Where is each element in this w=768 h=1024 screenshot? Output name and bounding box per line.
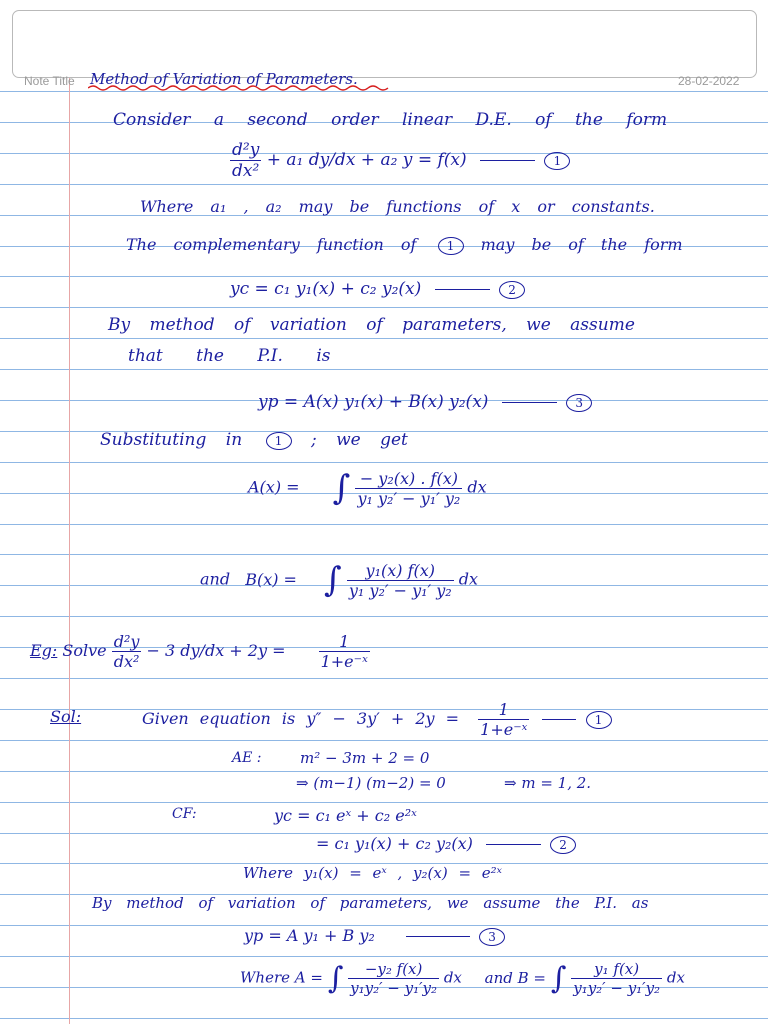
yp-equation [258,392,592,412]
equation-ref-1: 1 [438,237,464,255]
ruled-line [0,462,768,463]
B-denominator: y₁ y₂′ − y₁′ y₂ [348,580,452,600]
and-text: and [200,569,231,589]
dx: dx [443,968,462,987]
ruled-line [0,554,768,555]
integral-sign: ∫ [327,961,344,996]
ruled-line [0,184,768,185]
B-fraction [347,561,454,600]
equation-number-1b: 1 [586,711,612,729]
note-title-label: Note Title [24,74,75,88]
cf-eq2-text: = c₁ y₁(x) + c₂ y₂(x) [316,834,473,853]
B-numerator: y₁(x) f(x) [347,561,454,581]
example-rhs [319,632,370,671]
d2y-dx2-fraction: $\frac{\text{d²y}}{\text{dx²}}$ [113,632,140,671]
B2-denominator: y₁y₂′ − y₁′y₂ [573,979,661,997]
substituting-text: Substituting in [100,430,243,450]
ruled-line [0,802,768,803]
A2-fraction [348,960,439,997]
yc-text: yc = c₁ y₁(x) + c₂ y₂(x) [230,279,422,299]
ode-equation [230,140,570,181]
equation-number-1: 1 [544,152,570,170]
given-rhs-den: 1+e⁻ˣ [480,720,528,739]
given-rhs [478,700,529,739]
A2-numerator: −y₂ f(x) [348,960,439,979]
substituting-line [100,430,408,450]
A2-denominator: y₁y₂′ − y₁′y₂ [350,979,438,997]
A-numerator: − y₂(x) . f(x) [355,469,462,489]
where-A-text: Where A = [240,968,323,987]
ruled-line [0,369,768,370]
A-lhs: A(x) = [248,477,300,497]
dx: dx [467,477,487,497]
ruled-line [0,956,768,957]
A-formula [248,468,487,508]
where-y-line: Where y₁(x) = eˣ , y₂(x) = e²ˣ [243,864,503,882]
ruled-line [0,1018,768,1019]
yp-text: yp = A(x) y₁(x) + B(x) y₂(x) [258,392,489,412]
ruled-line [0,524,768,525]
example-line [30,632,370,671]
given-text: Given equation is y″ − 3y′ + 2y = [142,709,460,728]
equation-dash [486,844,541,845]
B2-numerator: y₁ f(x) [571,960,662,979]
ae-label: AE : [232,750,262,766]
equation-dash [435,289,490,290]
ruled-line [0,740,768,741]
cf-intro-line [126,235,683,255]
dx: dx [458,569,479,589]
integral-sign: ∫ [332,468,351,508]
equation-dash [502,402,557,403]
B-lhs: B(x) = [245,569,297,589]
B2-fraction [571,960,662,997]
where-coefficients: Where a₁ , a₂ may be functions of x or constants. [140,197,655,216]
equation-dash [406,936,470,937]
method-line-3: By method of variation of parameters, we assume the P.I. as [92,894,649,912]
equation-ref-1b: 1 [266,432,292,450]
ruled-line [0,771,768,772]
margin-line [69,78,70,1024]
equation-number-2b: 2 [550,836,576,854]
and-B-text: and B = [484,968,546,987]
cf-equation-1: yc = c₁ eˣ + c₂ e²ˣ [274,806,417,825]
example-rhs-num: 1 [319,632,370,652]
given-rhs-num: 1 [478,700,529,720]
A-fraction [355,469,462,508]
solve-text: Solve [62,641,107,660]
example-rhs-den: 1+e⁻ˣ [320,652,368,671]
ruled-line [0,307,768,308]
given-equation [142,700,612,739]
ae-roots: ⇒ m = 1, 2. [504,774,592,792]
ruled-line [0,276,768,277]
yp-equation-2 [244,926,505,946]
method-line-1: By method of variation of parameters, we assume [108,315,635,335]
cf-equation-2 [316,834,576,854]
note-title-box[interactable] [12,10,757,78]
cf-label: CF: [172,806,197,822]
equation-number-3b: 3 [479,928,505,946]
yp2-text: yp = A y₁ + B y₂ [244,926,375,945]
ae-equation: m² − 3m + 2 = 0 [300,749,430,767]
equation-dash [542,719,576,720]
equation-number-2: 2 [499,281,525,299]
cf-intro-end: may be of the form [480,235,683,254]
yc-equation [230,279,525,299]
ode-rest: + a₁ dy/dx + a₂ y = f(x) [266,150,467,170]
A-denominator: y₁ y₂′ − y₁′ y₂ [357,488,461,508]
intro-line: Consider a second order linear D.E. of the form [113,110,668,130]
equation-number-3: 3 [566,394,592,412]
ruled-line [0,338,768,339]
page-title: Method of Variation of Parameters. [90,70,358,88]
example-rest: − 3 dy/dx + 2y = [146,641,286,660]
dx: dx [666,968,685,987]
ruled-line [0,678,768,679]
example-label: Eg: [30,641,58,660]
method-line-2: that the P.I. is [128,346,331,366]
solution-label: Sol: [50,707,82,726]
integral-sign: ∫ [550,961,567,996]
B-formula [200,560,478,600]
equation-dash [480,160,535,161]
we-get-text: ; we get [310,430,408,450]
note-date: 28-02-2022 [678,74,740,88]
ae-factor: ⇒ (m−1) (m−2) = 0 [296,774,446,792]
ruled-line [0,616,768,617]
d2y-dx2-fraction: $\frac{\text{d²y}}{\text{dx²}}$ [232,140,260,181]
A-B-formulas [240,960,685,997]
integral-sign: ∫ [324,560,342,600]
cf-intro-text: The complementary function of [126,235,417,254]
title-underline [88,84,398,92]
